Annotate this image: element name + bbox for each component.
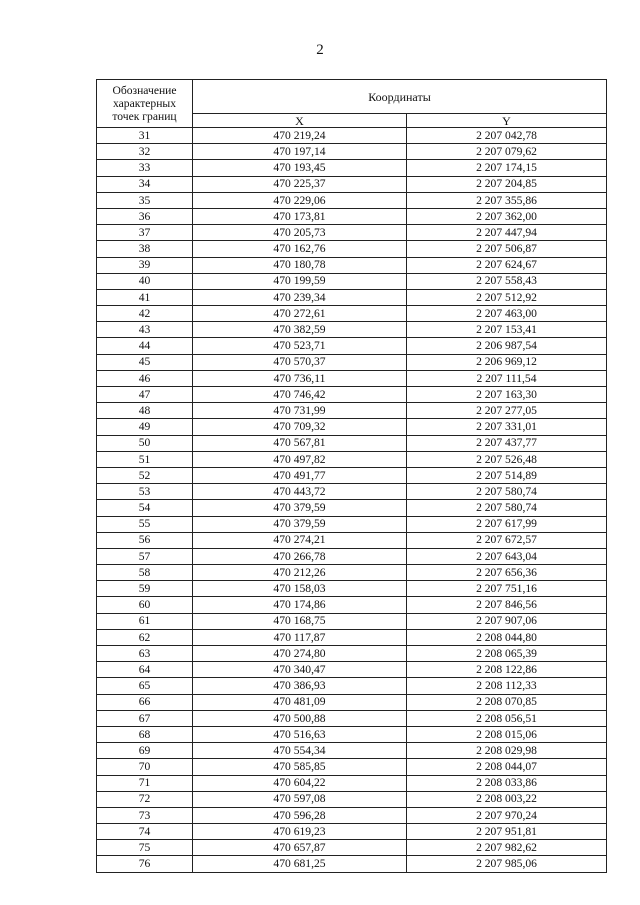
table-row	[97, 694, 607, 710]
y-cell: 2 207 463,00	[407, 306, 607, 322]
y-cell: 2 208 065,39	[407, 646, 607, 662]
y-cell: 2 207 907,06	[407, 613, 607, 629]
table-row	[97, 451, 607, 467]
x-cell: 470 158,03	[193, 581, 407, 597]
x-cell: 470 570,37	[193, 354, 407, 370]
x-cell: 470 266,78	[193, 548, 407, 564]
point-cell: 73	[97, 807, 193, 823]
point-cell: 55	[97, 516, 193, 532]
y-cell: 2 207 331,01	[407, 419, 607, 435]
x-cell: 470 212,26	[193, 565, 407, 581]
point-cell: 70	[97, 759, 193, 775]
y-cell: 2 207 079,62	[407, 144, 607, 160]
y-cell: 2 207 751,16	[407, 581, 607, 597]
x-cell: 470 604,22	[193, 775, 407, 791]
point-cell: 75	[97, 840, 193, 856]
x-cell: 470 481,09	[193, 694, 407, 710]
table-row	[97, 192, 607, 208]
table-row	[97, 128, 607, 144]
coordinates-header: Координаты	[193, 80, 607, 114]
y-cell: 2 207 277,05	[407, 403, 607, 419]
y-cell: 2 207 985,06	[407, 856, 607, 872]
y-cell: 2 208 122,86	[407, 662, 607, 678]
point-cell: 62	[97, 629, 193, 645]
y-cell: 2 206 969,12	[407, 354, 607, 370]
point-cell: 69	[97, 743, 193, 759]
x-cell: 470 500,88	[193, 710, 407, 726]
table-row	[97, 322, 607, 338]
point-column-header: Обозначение характерных точек границ	[97, 80, 193, 128]
point-cell: 68	[97, 726, 193, 742]
table-row	[97, 467, 607, 483]
table-row	[97, 807, 607, 823]
y-cell: 2 207 846,56	[407, 597, 607, 613]
x-cell: 470 491,77	[193, 467, 407, 483]
table-row	[97, 208, 607, 224]
point-cell: 51	[97, 451, 193, 467]
x-column-header: X	[193, 114, 407, 128]
x-cell: 470 516,63	[193, 726, 407, 742]
table-row	[97, 840, 607, 856]
x-cell: 470 657,87	[193, 840, 407, 856]
x-cell: 470 193,45	[193, 160, 407, 176]
y-cell: 2 208 029,98	[407, 743, 607, 759]
table-row	[97, 662, 607, 678]
y-column-header: Y	[407, 114, 607, 128]
table-row	[97, 548, 607, 564]
point-cell: 46	[97, 370, 193, 386]
x-cell: 470 597,08	[193, 791, 407, 807]
y-cell: 2 207 580,74	[407, 484, 607, 500]
table-row	[97, 370, 607, 386]
table-row	[97, 160, 607, 176]
table-row	[97, 144, 607, 160]
table-row	[97, 759, 607, 775]
x-cell: 470 681,25	[193, 856, 407, 872]
x-cell: 470 197,14	[193, 144, 407, 160]
table-row	[97, 775, 607, 791]
y-cell: 2 206 987,54	[407, 338, 607, 354]
x-cell: 470 239,34	[193, 289, 407, 305]
table-row	[97, 646, 607, 662]
point-cell: 71	[97, 775, 193, 791]
x-cell: 470 174,86	[193, 597, 407, 613]
y-cell: 2 207 643,04	[407, 548, 607, 564]
table-row	[97, 743, 607, 759]
table-row	[97, 289, 607, 305]
point-cell: 58	[97, 565, 193, 581]
x-cell: 470 731,99	[193, 403, 407, 419]
y-cell: 2 207 437,77	[407, 435, 607, 451]
y-cell: 2 207 362,00	[407, 208, 607, 224]
x-cell: 470 272,61	[193, 306, 407, 322]
x-cell: 470 709,32	[193, 419, 407, 435]
x-cell: 470 199,59	[193, 273, 407, 289]
x-cell: 470 229,06	[193, 192, 407, 208]
y-cell: 2 207 514,89	[407, 467, 607, 483]
table-row	[97, 791, 607, 807]
x-cell: 470 386,93	[193, 678, 407, 694]
table-row	[97, 710, 607, 726]
table-row	[97, 856, 607, 872]
table-row	[97, 338, 607, 354]
table-row	[97, 241, 607, 257]
point-cell: 67	[97, 710, 193, 726]
table-row	[97, 176, 607, 192]
table-row	[97, 257, 607, 273]
x-cell: 470 180,78	[193, 257, 407, 273]
x-cell: 470 379,59	[193, 516, 407, 532]
table-row	[97, 824, 607, 840]
point-cell: 64	[97, 662, 193, 678]
point-cell: 60	[97, 597, 193, 613]
y-cell: 2 208 015,06	[407, 726, 607, 742]
x-cell: 470 225,37	[193, 176, 407, 192]
table-row	[97, 565, 607, 581]
x-cell: 470 219,24	[193, 128, 407, 144]
point-cell: 59	[97, 581, 193, 597]
y-cell: 2 207 153,41	[407, 322, 607, 338]
point-cell: 37	[97, 225, 193, 241]
y-cell: 2 207 506,87	[407, 241, 607, 257]
table-row	[97, 419, 607, 435]
table-row	[97, 629, 607, 645]
y-cell: 2 207 163,30	[407, 387, 607, 403]
y-cell: 2 207 512,92	[407, 289, 607, 305]
x-cell: 470 379,59	[193, 500, 407, 516]
table-row	[97, 532, 607, 548]
y-cell: 2 208 044,07	[407, 759, 607, 775]
y-cell: 2 207 355,86	[407, 192, 607, 208]
x-cell: 470 619,23	[193, 824, 407, 840]
y-cell: 2 208 044,80	[407, 629, 607, 645]
point-cell: 56	[97, 532, 193, 548]
y-cell: 2 207 042,78	[407, 128, 607, 144]
table-row	[97, 500, 607, 516]
y-cell: 2 207 624,67	[407, 257, 607, 273]
x-cell: 470 585,85	[193, 759, 407, 775]
point-cell: 49	[97, 419, 193, 435]
y-cell: 2 207 656,36	[407, 565, 607, 581]
table-row	[97, 581, 607, 597]
x-cell: 470 523,71	[193, 338, 407, 354]
point-cell: 50	[97, 435, 193, 451]
table-row	[97, 678, 607, 694]
table-row	[97, 403, 607, 419]
point-cell: 44	[97, 338, 193, 354]
y-cell: 2 207 111,54	[407, 370, 607, 386]
x-cell: 470 168,75	[193, 613, 407, 629]
y-cell: 2 207 558,43	[407, 273, 607, 289]
table-row	[97, 354, 607, 370]
point-cell: 76	[97, 856, 193, 872]
point-cell: 52	[97, 467, 193, 483]
x-cell: 470 382,59	[193, 322, 407, 338]
x-cell: 470 173,81	[193, 208, 407, 224]
x-cell: 470 274,80	[193, 646, 407, 662]
y-cell: 2 207 526,48	[407, 451, 607, 467]
y-cell: 2 207 174,15	[407, 160, 607, 176]
point-cell: 57	[97, 548, 193, 564]
y-cell: 2 208 003,22	[407, 791, 607, 807]
point-cell: 40	[97, 273, 193, 289]
y-cell: 2 208 033,86	[407, 775, 607, 791]
x-cell: 470 340,47	[193, 662, 407, 678]
x-cell: 470 443,72	[193, 484, 407, 500]
y-cell: 2 207 970,24	[407, 807, 607, 823]
table-row	[97, 484, 607, 500]
table-row	[97, 726, 607, 742]
point-cell: 53	[97, 484, 193, 500]
point-cell: 48	[97, 403, 193, 419]
page-number: 2	[316, 42, 324, 58]
table-row	[97, 435, 607, 451]
table-row	[97, 306, 607, 322]
y-cell: 2 207 617,99	[407, 516, 607, 532]
table-row	[97, 516, 607, 532]
y-cell: 2 207 982,62	[407, 840, 607, 856]
table-row	[97, 597, 607, 613]
y-cell: 2 207 204,85	[407, 176, 607, 192]
coordinates-table	[96, 79, 607, 873]
y-cell: 2 207 951,81	[407, 824, 607, 840]
y-cell: 2 208 056,51	[407, 710, 607, 726]
y-cell: 2 208 112,33	[407, 678, 607, 694]
point-cell: 41	[97, 289, 193, 305]
x-cell: 470 497,82	[193, 451, 407, 467]
x-cell: 470 736,11	[193, 370, 407, 386]
point-cell: 38	[97, 241, 193, 257]
point-cell: 35	[97, 192, 193, 208]
x-cell: 470 162,76	[193, 241, 407, 257]
point-cell: 34	[97, 176, 193, 192]
point-cell: 42	[97, 306, 193, 322]
table-row	[97, 613, 607, 629]
x-cell: 470 554,34	[193, 743, 407, 759]
point-cell: 65	[97, 678, 193, 694]
y-cell: 2 207 447,94	[407, 225, 607, 241]
y-cell: 2 208 070,85	[407, 694, 607, 710]
x-cell: 470 567,81	[193, 435, 407, 451]
point-cell: 39	[97, 257, 193, 273]
point-cell: 61	[97, 613, 193, 629]
point-cell: 63	[97, 646, 193, 662]
point-cell: 66	[97, 694, 193, 710]
point-cell: 45	[97, 354, 193, 370]
table-row	[97, 387, 607, 403]
point-cell: 36	[97, 208, 193, 224]
point-cell: 74	[97, 824, 193, 840]
y-cell: 2 207 580,74	[407, 500, 607, 516]
point-cell: 32	[97, 144, 193, 160]
x-cell: 470 274,21	[193, 532, 407, 548]
point-cell: 72	[97, 791, 193, 807]
x-cell: 470 596,28	[193, 807, 407, 823]
point-cell: 54	[97, 500, 193, 516]
table-row	[97, 225, 607, 241]
x-cell: 470 746,42	[193, 387, 407, 403]
point-cell: 43	[97, 322, 193, 338]
x-cell: 470 205,73	[193, 225, 407, 241]
table-row	[97, 273, 607, 289]
x-cell: 470 117,87	[193, 629, 407, 645]
point-cell: 31	[97, 128, 193, 144]
point-cell: 33	[97, 160, 193, 176]
point-cell: 47	[97, 387, 193, 403]
y-cell: 2 207 672,57	[407, 532, 607, 548]
